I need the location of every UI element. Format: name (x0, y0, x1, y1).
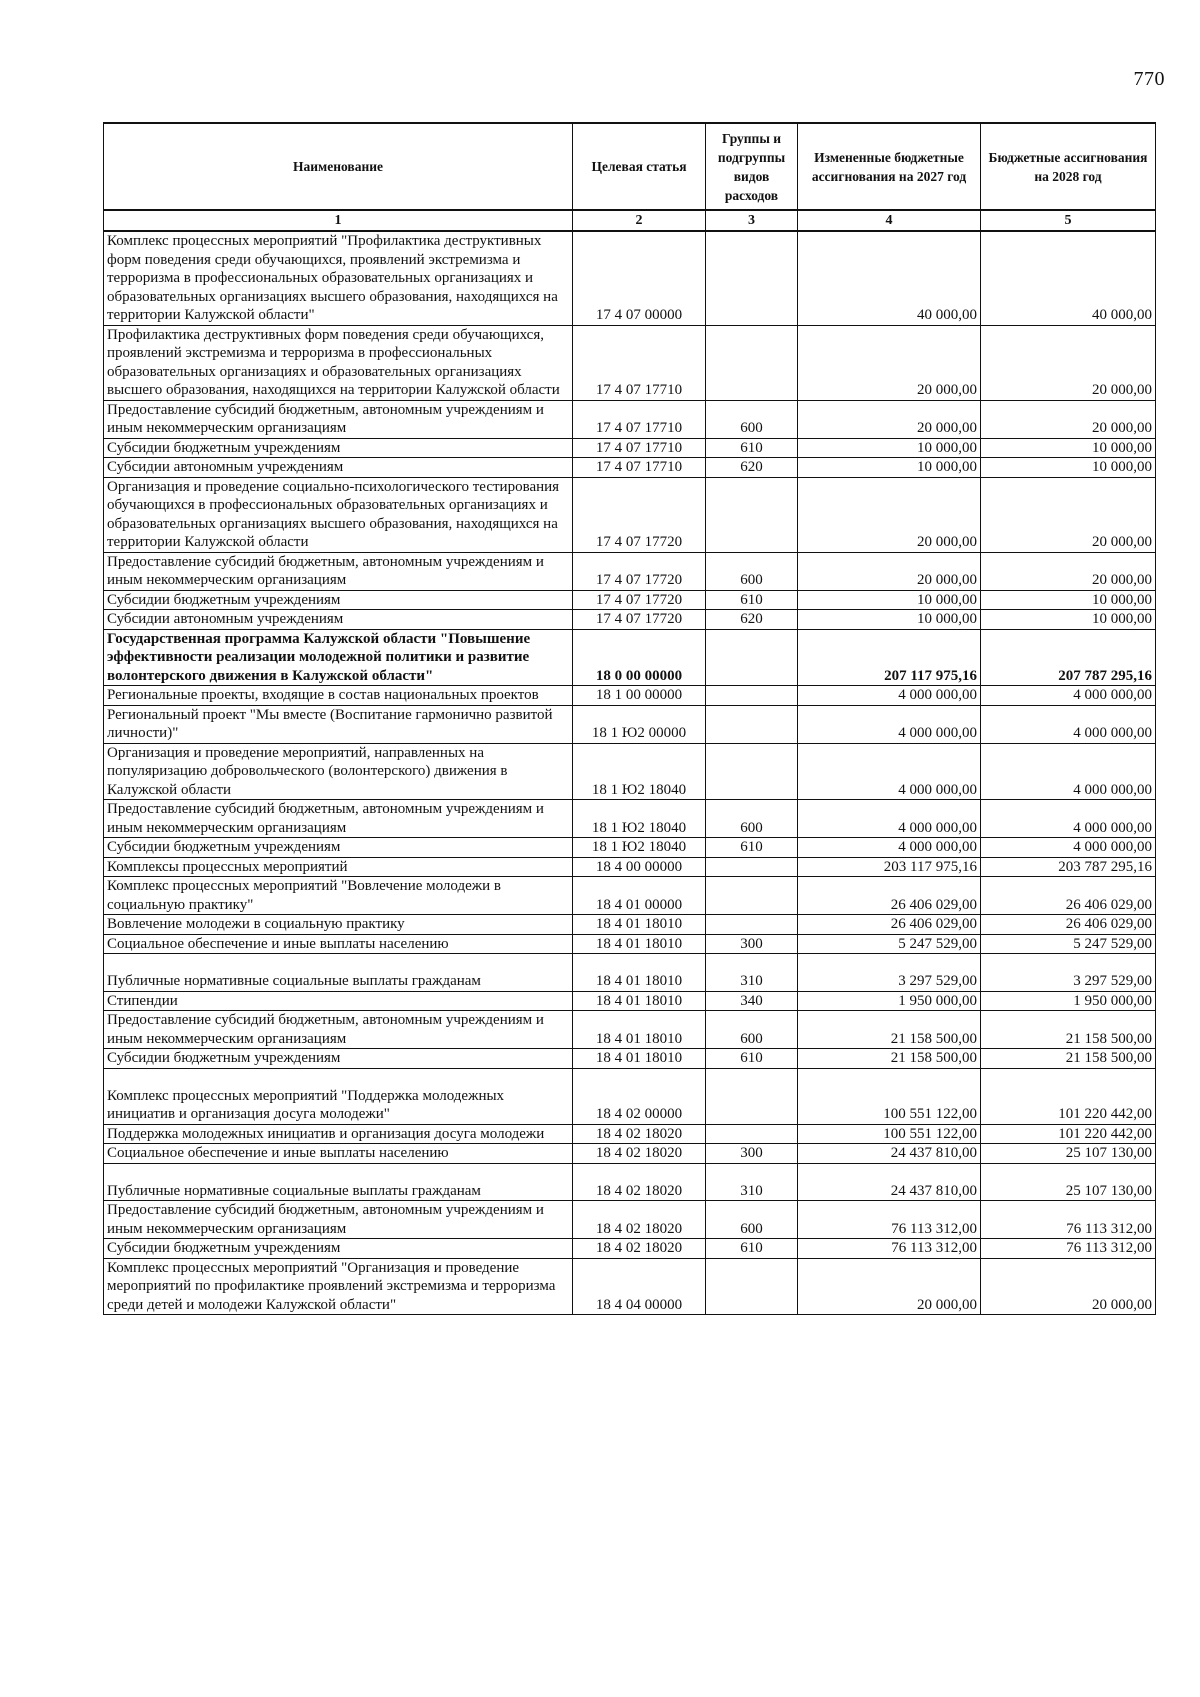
row-name: Субсидии автономным учреждениям (104, 458, 573, 478)
row-name: Предоставление субсидий бюджетным, автономным учреждениям и иным некоммерческим организациям (104, 1011, 573, 1049)
row-allocation-2028: 10 000,00 (981, 590, 1156, 610)
row-allocation-2027: 10 000,00 (798, 458, 981, 478)
row-expense-group (706, 915, 798, 935)
row-allocation-2028: 4 000 000,00 (981, 686, 1156, 706)
row-name: Субсидии бюджетным учреждениям (104, 438, 573, 458)
row-target-article: 18 1 Ю2 18040 (573, 743, 706, 800)
row-expense-group: 610 (706, 438, 798, 458)
row-allocation-2027: 4 000 000,00 (798, 705, 981, 743)
row-name: Организация и проведение социально-психологического тестирования обучающихся в профессиональных образовательных организациях и образовательных организациях высшего образования, находящихся на территории Калужской области (104, 477, 573, 552)
row-target-article: 18 4 02 18020 (573, 1124, 706, 1144)
row-allocation-2027: 21 158 500,00 (798, 1049, 981, 1069)
row-allocation-2027: 26 406 029,00 (798, 877, 981, 915)
row-expense-group: 340 (706, 991, 798, 1011)
row-expense-group: 300 (706, 1144, 798, 1164)
row-target-article: 17 4 07 17710 (573, 400, 706, 438)
row-name: Предоставление субсидий бюджетным, автономным учреждениям и иным некоммерческим организациям (104, 1201, 573, 1239)
row-expense-group: 610 (706, 1239, 798, 1259)
row-target-article: 18 1 00 00000 (573, 686, 706, 706)
table-row (104, 438, 1156, 458)
header-target-article: Целевая статья (573, 123, 706, 210)
row-target-article: 18 4 01 18010 (573, 934, 706, 954)
row-expense-group (706, 1258, 798, 1315)
table-header (104, 123, 1156, 231)
row-allocation-2028: 26 406 029,00 (981, 915, 1156, 935)
row-name: Организация и проведение мероприятий, направленных на популяризацию добровольческого (волонтерского) движения в Калужской области (104, 743, 573, 800)
page-number: 770 (1133, 68, 1165, 90)
row-allocation-2028: 25 107 130,00 (981, 1144, 1156, 1164)
row-expense-group (706, 877, 798, 915)
row-allocation-2028: 3 297 529,00 (981, 954, 1156, 992)
row-expense-group (706, 629, 798, 686)
row-expense-group (706, 231, 798, 325)
row-allocation-2028: 4 000 000,00 (981, 743, 1156, 800)
row-expense-group: 600 (706, 552, 798, 590)
row-name: Государственная программа Калужской области "Повышение эффективности реализации молодежной политики и развитие волонтерского движения в Калужской области" (104, 629, 573, 686)
table-row (104, 915, 1156, 935)
row-allocation-2027: 21 158 500,00 (798, 1011, 981, 1049)
table-row (104, 477, 1156, 552)
row-allocation-2027: 20 000,00 (798, 400, 981, 438)
row-expense-group (706, 1124, 798, 1144)
row-allocation-2027: 26 406 029,00 (798, 915, 981, 935)
budget-table (103, 122, 1156, 1315)
header-colnum-5: 5 (981, 210, 1156, 231)
header-allocations-2027: Измененные бюджетные ассигнования на 2027 год (798, 123, 981, 210)
table-row (104, 705, 1156, 743)
table-row (104, 400, 1156, 438)
row-target-article: 18 1 Ю2 00000 (573, 705, 706, 743)
row-expense-group (706, 686, 798, 706)
header-expense-groups: Группы и подгруппы видов расходов (706, 123, 798, 210)
row-name: Публичные нормативные социальные выплаты гражданам (104, 1163, 573, 1201)
row-allocation-2027: 20 000,00 (798, 552, 981, 590)
row-name: Комплекс процессных мероприятий "Организация и проведение мероприятий по профилактике проявлений экстремизма и терроризма среди детей и молодежи Калужской области" (104, 1258, 573, 1315)
table-row (104, 325, 1156, 400)
row-allocation-2028: 20 000,00 (981, 477, 1156, 552)
row-target-article: 17 4 07 17720 (573, 552, 706, 590)
row-expense-group (706, 743, 798, 800)
row-allocation-2028: 76 113 312,00 (981, 1239, 1156, 1259)
row-allocation-2028: 5 247 529,00 (981, 934, 1156, 954)
row-expense-group (706, 1068, 798, 1124)
row-target-article: 18 1 Ю2 18040 (573, 800, 706, 838)
row-name: Публичные нормативные социальные выплаты гражданам (104, 954, 573, 992)
row-allocation-2027: 10 000,00 (798, 610, 981, 630)
row-target-article: 17 4 07 17720 (573, 610, 706, 630)
row-target-article: 17 4 07 17710 (573, 458, 706, 478)
row-name: Субсидии бюджетным учреждениям (104, 590, 573, 610)
table-row (104, 1124, 1156, 1144)
row-name: Субсидии автономным учреждениям (104, 610, 573, 630)
table-row (104, 1239, 1156, 1259)
row-expense-group: 610 (706, 1049, 798, 1069)
row-expense-group: 310 (706, 954, 798, 992)
row-target-article: 17 4 07 17720 (573, 477, 706, 552)
row-target-article: 17 4 07 17710 (573, 438, 706, 458)
row-allocation-2028: 20 000,00 (981, 1258, 1156, 1315)
row-allocation-2027: 76 113 312,00 (798, 1239, 981, 1259)
row-allocation-2027: 4 000 000,00 (798, 686, 981, 706)
row-expense-group (706, 705, 798, 743)
row-allocation-2028: 4 000 000,00 (981, 838, 1156, 858)
table-row (104, 838, 1156, 858)
table-row (104, 552, 1156, 590)
header-name: Наименование (104, 123, 573, 210)
table-row (104, 1144, 1156, 1164)
row-name: Субсидии бюджетным учреждениям (104, 1239, 573, 1259)
row-name: Вовлечение молодежи в социальную практику (104, 915, 573, 935)
row-target-article: 18 4 01 18010 (573, 1011, 706, 1049)
table-row (104, 800, 1156, 838)
row-expense-group: 610 (706, 590, 798, 610)
row-name: Профилактика деструктивных форм поведения среди обучающихся, проявлений экстремизма и терроризма в профессиональных образовательных организациях и образовательных организациях высшего образования, находящихся на территории Калужской области (104, 325, 573, 400)
row-target-article: 18 4 01 18010 (573, 991, 706, 1011)
row-allocation-2027: 203 117 975,16 (798, 857, 981, 877)
row-name: Комплекс процессных мероприятий "Профилактика деструктивных форм поведения среди обучающихся, проявлений экстремизма и терроризма в профессиональных образовательных организациях и образовательных организациях высшего образования, находящихся на территории Калужской области" (104, 231, 573, 325)
row-allocation-2028: 10 000,00 (981, 458, 1156, 478)
table-row (104, 1163, 1156, 1201)
table-row (104, 877, 1156, 915)
row-target-article: 18 4 01 18010 (573, 915, 706, 935)
row-target-article: 18 4 01 18010 (573, 1049, 706, 1069)
table-row (104, 610, 1156, 630)
table-row (104, 590, 1156, 610)
row-allocation-2028: 4 000 000,00 (981, 800, 1156, 838)
row-expense-group: 600 (706, 1011, 798, 1049)
row-allocation-2028: 207 787 295,16 (981, 629, 1156, 686)
table-body (104, 231, 1156, 1315)
row-allocation-2027: 4 000 000,00 (798, 743, 981, 800)
row-target-article: 18 4 02 18020 (573, 1201, 706, 1239)
row-allocation-2028: 20 000,00 (981, 552, 1156, 590)
row-target-article: 17 4 07 17720 (573, 590, 706, 610)
table-row (104, 1258, 1156, 1315)
row-allocation-2027: 5 247 529,00 (798, 934, 981, 954)
row-expense-group (706, 477, 798, 552)
row-allocation-2028: 21 158 500,00 (981, 1049, 1156, 1069)
row-allocation-2028: 20 000,00 (981, 325, 1156, 400)
table-row (104, 1068, 1156, 1124)
row-target-article: 18 4 04 00000 (573, 1258, 706, 1315)
row-name: Стипендии (104, 991, 573, 1011)
row-allocation-2027: 4 000 000,00 (798, 800, 981, 838)
row-name: Региональный проект "Мы вместе (Воспитание гармонично развитой личности)" (104, 705, 573, 743)
row-name: Комплексы процессных мероприятий (104, 857, 573, 877)
row-allocation-2028: 10 000,00 (981, 610, 1156, 630)
row-allocation-2027: 20 000,00 (798, 325, 981, 400)
row-name: Социальное обеспечение и иные выплаты населению (104, 1144, 573, 1164)
table-row (104, 231, 1156, 325)
row-name: Предоставление субсидий бюджетным, автономным учреждениям и иным некоммерческим организациям (104, 800, 573, 838)
row-name: Субсидии бюджетным учреждениям (104, 1049, 573, 1069)
row-allocation-2028: 10 000,00 (981, 438, 1156, 458)
row-expense-group (706, 857, 798, 877)
row-name: Социальное обеспечение и иные выплаты населению (104, 934, 573, 954)
row-allocation-2028: 101 220 442,00 (981, 1068, 1156, 1124)
table-row (104, 1011, 1156, 1049)
row-target-article: 18 0 00 00000 (573, 629, 706, 686)
row-name: Предоставление субсидий бюджетным, автономным учреждениям и иным некоммерческим организациям (104, 400, 573, 438)
row-name: Поддержка молодежных инициатив и организация досуга молодежи (104, 1124, 573, 1144)
row-allocation-2027: 76 113 312,00 (798, 1201, 981, 1239)
row-target-article: 18 4 02 00000 (573, 1068, 706, 1124)
header-allocations-2028: Бюджетные ассигнования на 2028 год (981, 123, 1156, 210)
row-allocation-2027: 24 437 810,00 (798, 1163, 981, 1201)
row-allocation-2028: 21 158 500,00 (981, 1011, 1156, 1049)
table-row (104, 686, 1156, 706)
row-expense-group: 610 (706, 838, 798, 858)
row-target-article: 18 4 02 18020 (573, 1239, 706, 1259)
header-colnum-4: 4 (798, 210, 981, 231)
row-target-article: 17 4 07 00000 (573, 231, 706, 325)
table-row (104, 954, 1156, 992)
row-allocation-2027: 207 117 975,16 (798, 629, 981, 686)
row-expense-group: 620 (706, 610, 798, 630)
row-allocation-2027: 24 437 810,00 (798, 1144, 981, 1164)
row-expense-group: 620 (706, 458, 798, 478)
table-row (104, 743, 1156, 800)
row-expense-group: 600 (706, 800, 798, 838)
row-expense-group: 600 (706, 1201, 798, 1239)
table-row (104, 991, 1156, 1011)
row-allocation-2028: 76 113 312,00 (981, 1201, 1156, 1239)
header-colnum-1: 1 (104, 210, 573, 231)
row-allocation-2028: 25 107 130,00 (981, 1163, 1156, 1201)
header-colnum-3: 3 (706, 210, 798, 231)
table-row (104, 629, 1156, 686)
row-target-article: 18 1 Ю2 18040 (573, 838, 706, 858)
row-allocation-2028: 26 406 029,00 (981, 877, 1156, 915)
row-expense-group: 600 (706, 400, 798, 438)
table-row (104, 458, 1156, 478)
row-allocation-2028: 1 950 000,00 (981, 991, 1156, 1011)
row-name: Комплекс процессных мероприятий "Вовлечение молодежи в социальную практику" (104, 877, 573, 915)
row-name: Региональные проекты, входящие в состав национальных проектов (104, 686, 573, 706)
row-name: Субсидии бюджетным учреждениям (104, 838, 573, 858)
row-allocation-2027: 10 000,00 (798, 438, 981, 458)
row-target-article: 18 4 02 18020 (573, 1163, 706, 1201)
row-target-article: 18 4 01 18010 (573, 954, 706, 992)
row-allocation-2027: 4 000 000,00 (798, 838, 981, 858)
header-colnum-2: 2 (573, 210, 706, 231)
row-name: Предоставление субсидий бюджетным, автономным учреждениям и иным некоммерческим организациям (104, 552, 573, 590)
table-row (104, 1049, 1156, 1069)
row-allocation-2027: 100 551 122,00 (798, 1124, 981, 1144)
row-allocation-2028: 203 787 295,16 (981, 857, 1156, 877)
row-target-article: 18 4 02 18020 (573, 1144, 706, 1164)
table-row (104, 857, 1156, 877)
row-expense-group (706, 325, 798, 400)
table-row (104, 934, 1156, 954)
row-allocation-2027: 40 000,00 (798, 231, 981, 325)
table-row (104, 1201, 1156, 1239)
row-name: Комплекс процессных мероприятий "Поддержка молодежных инициатив и организация досуга молодежи" (104, 1068, 573, 1124)
row-target-article: 17 4 07 17710 (573, 325, 706, 400)
row-allocation-2027: 1 950 000,00 (798, 991, 981, 1011)
row-allocation-2027: 100 551 122,00 (798, 1068, 981, 1124)
row-allocation-2027: 10 000,00 (798, 590, 981, 610)
row-allocation-2028: 101 220 442,00 (981, 1124, 1156, 1144)
row-expense-group: 300 (706, 934, 798, 954)
row-expense-group: 310 (706, 1163, 798, 1201)
row-target-article: 18 4 01 00000 (573, 877, 706, 915)
row-allocation-2027: 20 000,00 (798, 477, 981, 552)
row-allocation-2027: 3 297 529,00 (798, 954, 981, 992)
row-allocation-2028: 40 000,00 (981, 231, 1156, 325)
row-target-article: 18 4 00 00000 (573, 857, 706, 877)
row-allocation-2028: 4 000 000,00 (981, 705, 1156, 743)
row-allocation-2028: 20 000,00 (981, 400, 1156, 438)
row-allocation-2027: 20 000,00 (798, 1258, 981, 1315)
